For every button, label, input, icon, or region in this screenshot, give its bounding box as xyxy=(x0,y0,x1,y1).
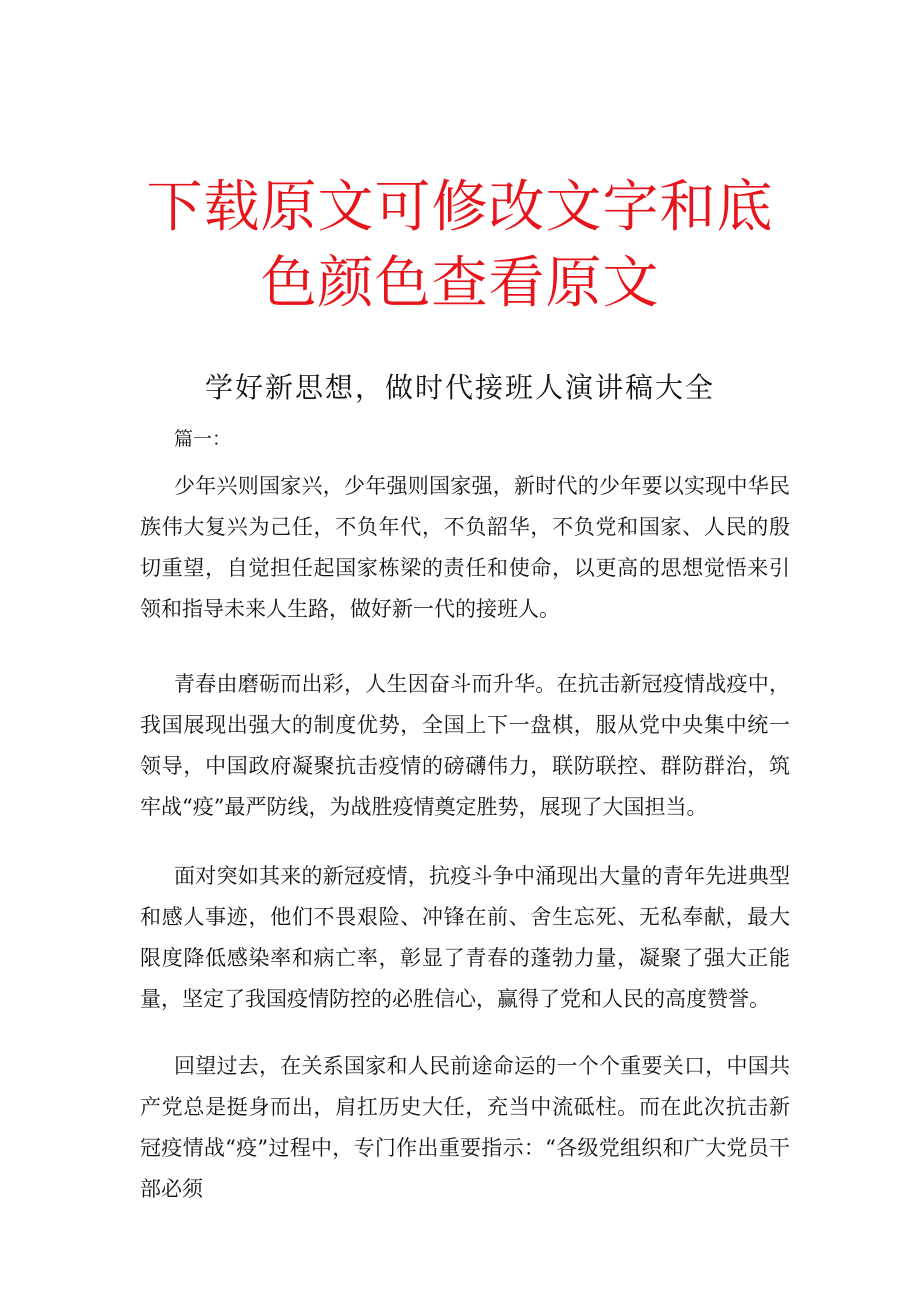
section-label: 篇一： xyxy=(174,428,232,450)
paragraph-3: 面对突如其来的新冠疫情，抗疫斗争中涌现出大量的青年先进典型和感人事迹，他们不畏艰险、冲锋在前、舍生忘死、无私奉献，最大限度降低感染率和病亡率，彰显了青春的蓬勃力量，凝聚了强大正能量，坚定了我国疫情防控的必胜信心，赢得了党和人民的高度赞誉。 xyxy=(140,864,790,1011)
paragraph-1: 少年兴则国家兴，少年强则国家强，新时代的少年要以实现中华民族伟大复兴为己任，不负年代，不负韶华，不负党和国家、人民的殷切重望，自觉担任起国家栋梁的责任和使命，以更高的思想觉悟来引领和指导未来人生路，做好新一代的接班人。 xyxy=(140,474,790,621)
document-title: 学好新思想，做时代接班人演讲稿大全 xyxy=(204,371,715,404)
paragraph-4: 回望过去，在关系国家和人民前途命运的一个个重要关口，中国共产党总是挺身而出，肩扛历史大任，充当中流砥柱。而在此次抗击新冠疫情战“疫”过程中，专门作出重要指示：“各级党组织和广大党员干部必须 xyxy=(140,1054,790,1201)
paragraph-2: 青春由磨砺而出彩，人生因奋斗而升华。在抗击新冠疫情战疫中，我国展现出强大的制度优势，全国上下一盘棋，服从党中央集中统一领导，中国政府凝聚抗击疫情的磅礴伟力，联防联控、群防群治，筑牢战“疫”最严防线，为战胜疫情奠定胜势，展现了大国担当。 xyxy=(140,672,790,819)
download-banner[interactable]: 下载原文可修改文字和底色颜色查看原文 xyxy=(146,175,774,316)
